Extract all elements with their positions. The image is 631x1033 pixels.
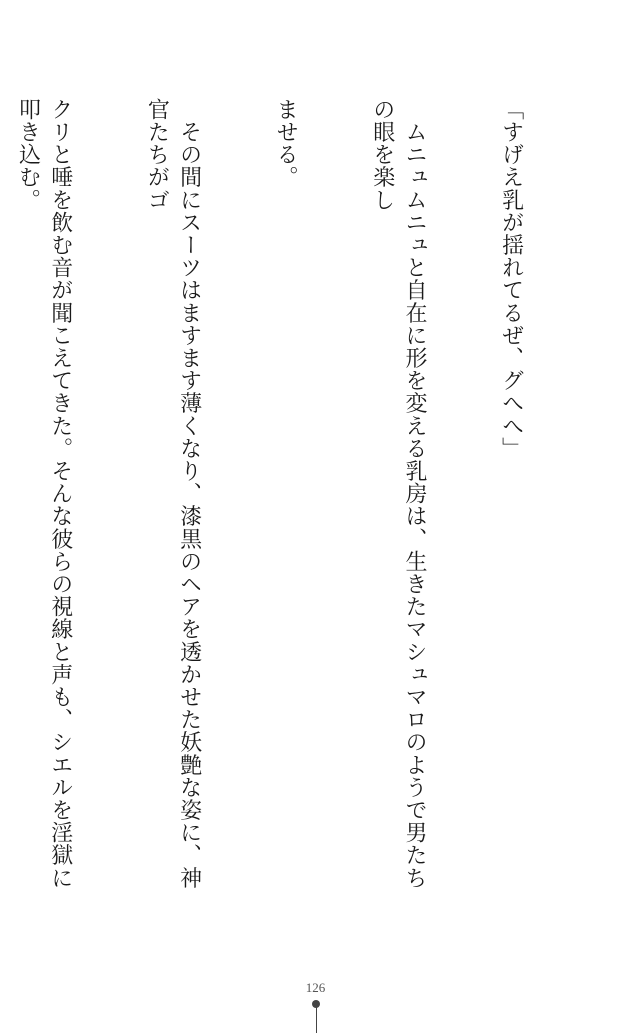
vertical-text-body xyxy=(15,98,591,908)
text-line: ませる。 xyxy=(273,98,299,189)
page-marker-line xyxy=(316,1007,317,1033)
page-number: 126 xyxy=(305,980,326,995)
text-line: クリと唾を飲む音が聞こえてきた。そんな彼らの視線と声も、シエルを淫獄に叩き込む。 xyxy=(15,98,73,889)
text-line: 「すげえ乳が揺れてるぜ、グへへ」 xyxy=(498,98,524,460)
text-line: ムニュムニュと自在に形を変える乳房は、生きたマシュマロのようで男たちの眼を楽し xyxy=(369,98,427,889)
text-line: その間にスーツはますます薄くなり、漆黒のヘアを透かせた妖艶な姿に、神官たちがゴ xyxy=(144,98,202,889)
